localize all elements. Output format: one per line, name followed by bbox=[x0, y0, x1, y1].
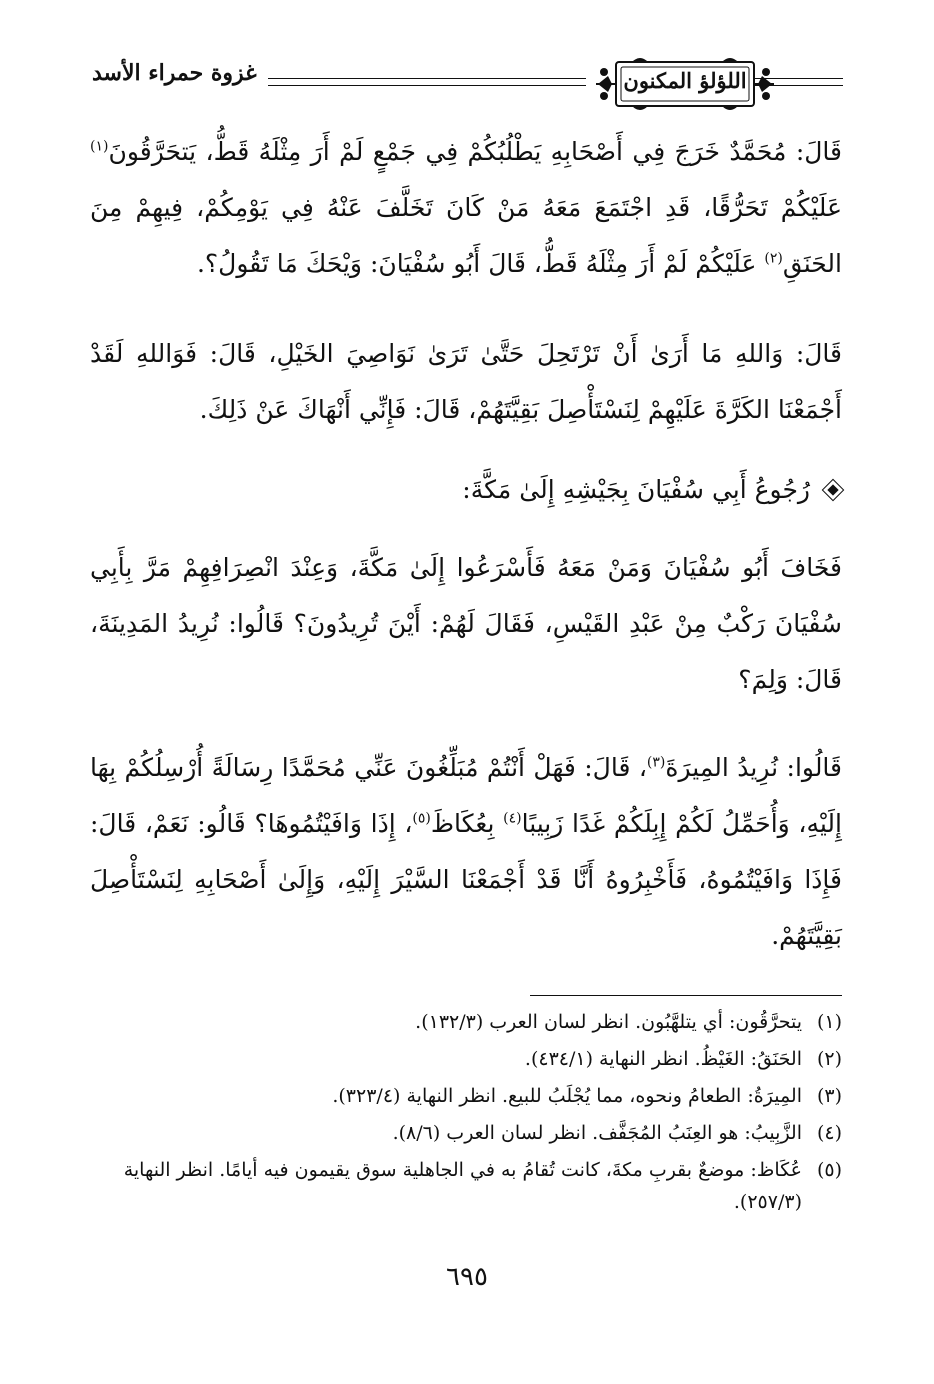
paragraph-4 bbox=[90, 740, 842, 964]
footnote-text: يتحرَّقُون: أي يتلهَّبُون. انظر لسان العرب (١٣٢/٣). bbox=[415, 1011, 802, 1033]
footnote-item bbox=[90, 1006, 842, 1038]
footnote-number: (٤) bbox=[816, 1122, 842, 1144]
footnote-number: (١) bbox=[816, 1011, 842, 1033]
book-title: اللؤلؤ المكنون bbox=[623, 68, 747, 93]
footnote-ref-2[interactable]: (٢) bbox=[764, 250, 783, 267]
footnote-text: عُكَاظ: موضعٌ بقربِ مكةَ، كانت تُقامُ به في الجاهلية سوق يقيمون فيه أيامًا. انظر النهاية (٢٥٧/٣). bbox=[123, 1159, 802, 1213]
footnote-item bbox=[90, 1080, 842, 1112]
page-number: ٦٩٥ bbox=[446, 1262, 488, 1292]
footnote-text: المِيرَةُ: الطعامُ ونحوه، مما يُجْلَبُ للبيع. انظر النهاية (٣٢٣/٤). bbox=[332, 1085, 802, 1107]
footnote-ref-3[interactable]: (٣) bbox=[646, 754, 666, 771]
footnote-number: (٥) bbox=[816, 1159, 842, 1181]
footnote-number: (٢) bbox=[816, 1048, 842, 1070]
text-run: بِعُكَاظَ bbox=[430, 809, 504, 838]
text-run: ، إِذَا وَافَيْتُمُوهَا؟ قَالُو: نَعَمْ، قَالَ: فَإِذَا وَافَيْتُمُوهُ، فَأَخْبِرُوهُ أَنَّا قَدْ أَجْمَعْنَا السَّيْرَ إِلَيْهِ، وَإِلَىٰ أَصْحَابِهِ لِنَسْتَأْصِلَ بَقِيَّتَهُمْ. bbox=[90, 809, 842, 950]
text-run: قَالُوا: نُرِيدُ المِيرَةَ bbox=[665, 753, 843, 782]
footnote-text: الحَنَقُ: الغَيْظُ. انظر النهاية (٤٣٤/١). bbox=[524, 1048, 802, 1070]
text-run: ، قَالَ: فَهَلْ أَنْتُمْ مُبَلِّغُونَ عَنِّي مُحَمَّدًا رِسَالَةً أُرْسِلُكُمْ بِهَا إِلَيْهِ، وَأُحَمِّلُ لَكُمْ إِبِلَكُمْ غَدًا زَبِيبًا bbox=[90, 753, 842, 838]
footnote-ref-4[interactable]: (٤) bbox=[503, 810, 522, 827]
footnote-item bbox=[90, 1154, 842, 1218]
running-title: غزوة حمراء الأسد bbox=[92, 60, 257, 86]
footnote-ref-1[interactable]: (١) bbox=[90, 138, 109, 155]
footnote-item bbox=[90, 1117, 842, 1149]
section-heading bbox=[90, 462, 842, 518]
paragraph-2: قَالَ: وَاللهِ مَا أَرَىٰ أَنْ تَرْتَحِلَ حَتَّىٰ تَرَىٰ نَوَاصِيَ الخَيْلِ، قَالَ: فَوَاللهِ لَقَدْ أَجْمَعْنَا الكَرَّةَ عَلَيْهِمْ لِنَسْتَأْصِلَ بَقِيَّتَهُمْ، قَالَ: فَإِنِّي أَنْهَاكَ عَنْ ذَلِكَ. bbox=[90, 339, 842, 424]
header-rule-left bbox=[268, 78, 586, 86]
paragraph-1 bbox=[90, 124, 842, 292]
section-heading-text: رُجُوعُ أَبِي سُفْيَانَ بِجَيْشِهِ إِلَىٰ مَكَّةَ: bbox=[462, 475, 810, 504]
footnote-separator bbox=[530, 995, 842, 996]
footnotes bbox=[90, 1006, 842, 1223]
paragraph-3: فَخَافَ أَبُو سُفْيَانَ وَمَنْ مَعَهُ فَأَسْرَعُوا إِلَىٰ مَكَّةَ، وَعِنْدَ انْصِرَافِهِمْ مَرَّ بِأَبِي سُفْيَانَ رَكْبٌ مِنْ عَبْدِ القَيْسِ، فَقَالَ لَهُمْ: أَيْنَ تُرِيدُونَ؟ قَالُوا: نُرِيدُ المَدِينَةَ، قَالَ: وَلِمَ؟ bbox=[90, 553, 842, 694]
text-run: عَلَيْكُمْ تَحَرُّقًا، قَدِ اجْتَمَعَ مَعَهُ مَنْ كَانَ تَخَلَّفَ عَنْهُ فِي يَوْمِكُمْ، فِيهِمْ مِنَ الحَنَقِ bbox=[90, 193, 842, 278]
diamond-bullet-icon bbox=[824, 481, 842, 499]
book-title-badge bbox=[592, 54, 778, 114]
footnote-item bbox=[90, 1043, 842, 1075]
footnote-text: الزَّبِيبُ: هو العِنَبُ المُجَفَّف. انظر لسان العرب (٨/٦). bbox=[392, 1122, 802, 1144]
text-run: قَالَ: مُحَمَّدٌ خَرَجَ فِي أَصْحَابِهِ يَطْلُبُكُمْ فِي جَمْعٍ لَمْ أَرَ مِثْلَهُ قَطُّ، يَتحَرَّقُونَ bbox=[108, 137, 842, 166]
footnote-number: (٣) bbox=[816, 1085, 842, 1107]
text-run: عَلَيْكُمْ لَمْ أَرَ مِثْلَهُ قَطُّ، قَالَ أَبُو سُفْيَانَ: وَيْحَكَ مَا تَقُولُ؟. bbox=[196, 249, 765, 278]
footnote-ref-5[interactable]: (٥) bbox=[412, 810, 431, 827]
